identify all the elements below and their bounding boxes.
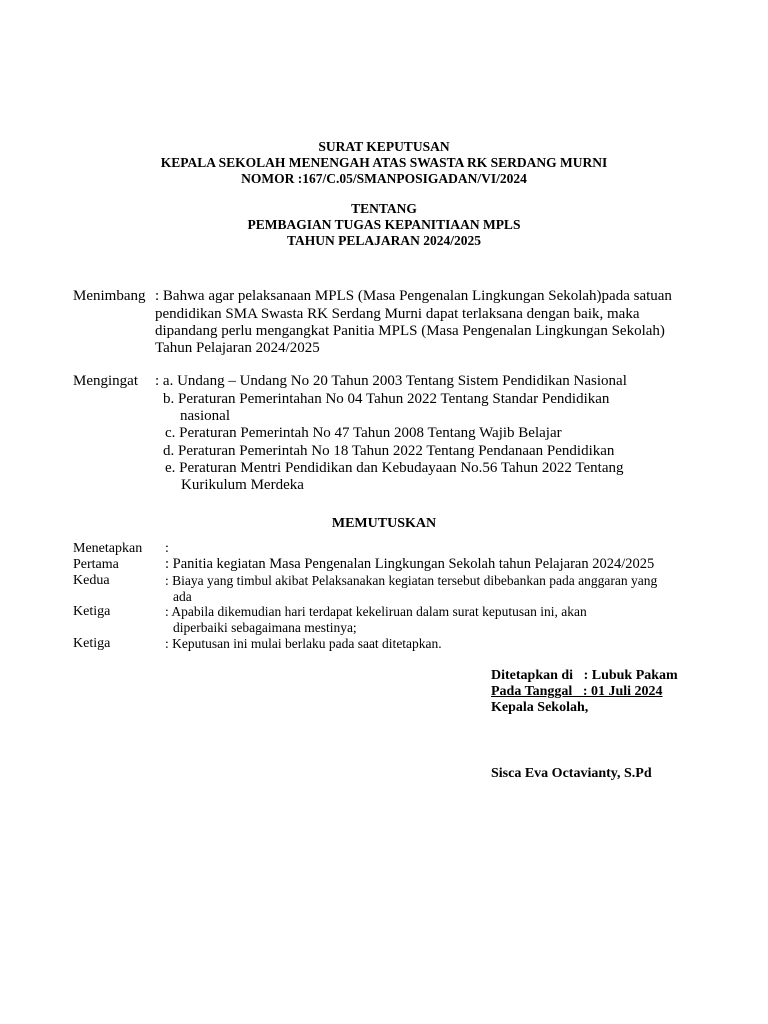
pertama-value: : Panitia kegiatan Masa Pengenalan Lingkungan Sekolah tahun Pelajaran 2024/2025 (165, 556, 655, 572)
mengingat-item-a: : a. Undang – Undang No 20 Tahun 2003 Tentang Sistem Pendidikan Nasional (155, 373, 627, 389)
kedua-label: Kedua (73, 573, 110, 588)
memutuskan-title: MEMUTUSKAN (331, 516, 437, 531)
menetapkan-label: Menetapkan (73, 541, 143, 556)
document-header (0, 139, 768, 187)
signature-name: Sisca Eva Octavianty, S.Pd (491, 766, 652, 781)
mengingat-item-b: b. Peraturan Pemerintahan No 04 Tahun 2022 Tentang Standar Pendidikan (163, 391, 610, 407)
mengingat-item-e: e. Peraturan Mentri Pendidikan dan Kebudayaan No.56 Tahun 2022 Tentang (165, 460, 624, 476)
ketiga-line-1: : Apabila dikemudian hari terdapat kekeliruan dalam surat keputusan ini, akan (165, 604, 587, 619)
pertama-label: Pertama (73, 557, 119, 572)
subject-title: PEMBAGIAN TUGAS KEPANITIAAN MPLS (247, 217, 521, 232)
mengingat-label: Mengingat (73, 373, 138, 389)
header-number: NOMOR :167/C.05/SMANPOSIGADAN/VI/2024 (241, 171, 527, 186)
menetapkan-value: : (165, 541, 169, 556)
mengingat-item-c: c. Peraturan Pemerintah No 47 Tahun 2008 Tentang Wajib Belajar (165, 425, 562, 441)
menimbang-line-4: Tahun Pelajaran 2024/2025 (155, 340, 320, 356)
header-issuer: KEPALA SEKOLAH MENENGAH ATAS SWASTA RK SERDANG MURNI (160, 155, 608, 170)
menimbang-label: Menimbang (73, 288, 146, 304)
subject-tentang: TENTANG (351, 201, 417, 216)
signature-role: Kepala Sekolah, (491, 700, 589, 715)
header-title: SURAT KEPUTUSAN (318, 139, 450, 154)
mengingat-item-d: d. Peraturan Pemerintah No 18 Tahun 2022 Tentang Pendanaan Pendidikan (163, 443, 615, 459)
menimbang-line-1: : Bahwa agar pelaksanaan MPLS (Masa Pengenalan Lingkungan Sekolah)pada satuan (155, 288, 672, 304)
subject-year: TAHUN PELAJARAN 2024/2025 (286, 233, 481, 248)
ketiga-line-2: diperbaiki sebagaimana mestinya; (173, 620, 357, 635)
mengingat-item-b-cont: nasional (180, 408, 230, 424)
kedua-line-2: ada (173, 589, 192, 604)
mengingat-item-e-cont: Kurikulum Merdeka (181, 477, 304, 493)
menimbang-line-3: dipandang perlu mengangkat Panitia MPLS (Masa Pengenalan Lingkungan Sekolah) (155, 323, 665, 339)
keempat-value: : Keputusan ini mulai berlaku pada saat ditetapkan. (165, 636, 442, 651)
document-subject (0, 201, 768, 249)
kedua-line-1: : Biaya yang timbul akibat Pelaksanakan kegiatan tersebut dibebankan pada anggaran yang (165, 573, 658, 588)
keempat-label: Ketiga (73, 636, 111, 651)
menimbang-line-2: pendidikan SMA Swasta RK Serdang Murni dapat terlaksana dengan baik, maka (155, 306, 640, 322)
ketiga-label: Ketiga (73, 604, 111, 619)
signature-place: Ditetapkan di : Lubuk Pakam (491, 668, 678, 683)
signature-date: Pada Tanggal : 01 Juli 2024 (491, 684, 663, 699)
